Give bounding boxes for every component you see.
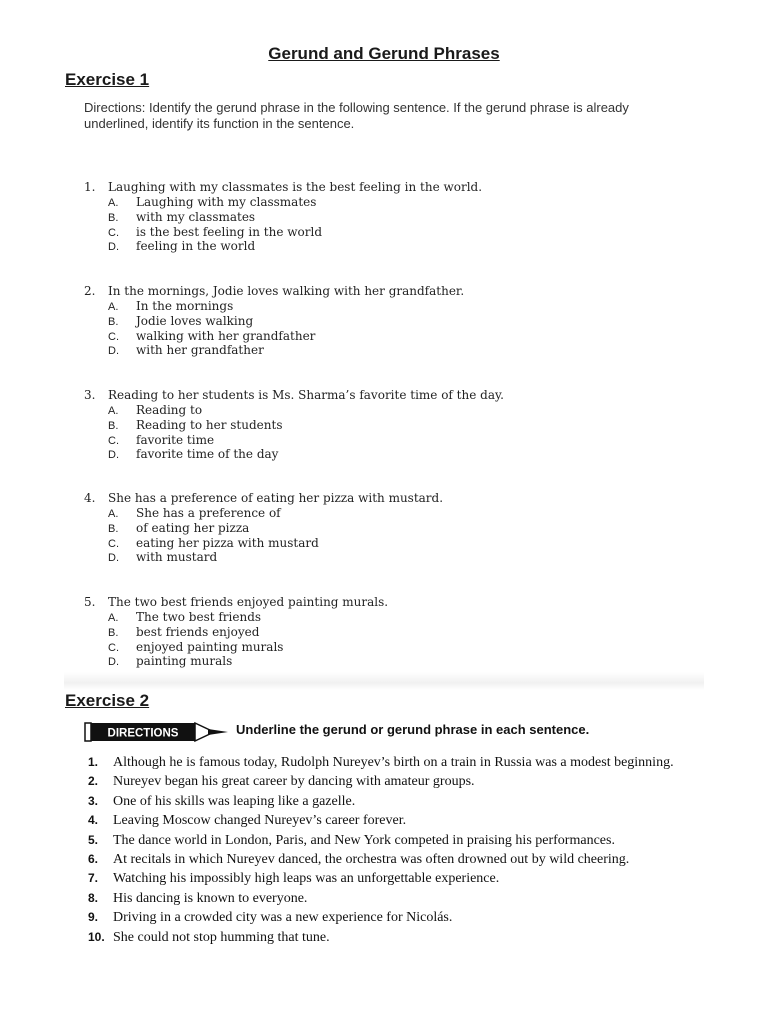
question-1 (84, 180, 482, 254)
option-c: C. eating her pizza with mustard (108, 535, 319, 550)
option-b: B. of eating her pizza (108, 520, 250, 535)
question-2 (84, 284, 464, 358)
question-number: 4. (84, 491, 96, 505)
question-number: 3. (84, 388, 96, 402)
option-b: B. with my classmates (108, 209, 256, 224)
sentence-item: 5. The dance world in London, Paris, and New York competed in praising his performances. (88, 832, 615, 848)
exercise1-directions: Directions: Identify the gerund phrase in the following sentence. If the gerund phrase is already underlined, identify its function in the sentence. (84, 100, 629, 131)
option-d: D. with mustard (108, 550, 218, 565)
question-text: The two best friends enjoyed painting murals. (108, 595, 389, 609)
directions-badge (84, 721, 228, 743)
question-4 (84, 491, 443, 565)
question-5 (84, 595, 388, 669)
question-number: 2. (84, 284, 96, 298)
sentence-item: 3. One of his skills was leaping like a gazelle. (88, 793, 356, 809)
question-number: 5. (84, 595, 96, 609)
option-d: D. feeling in the world (108, 239, 256, 254)
option-d: D. with her grandfather (108, 343, 264, 358)
option-d: D. painting murals (108, 654, 233, 669)
option-a: A. She has a preference of (108, 506, 281, 520)
exercise2-sentence-list (88, 753, 728, 947)
option-b: B. Reading to her students (108, 417, 283, 432)
sentence-item: 6. At recitals in which Nureyev danced, the orchestra was often drowned out by wild cheering. (88, 852, 630, 868)
question-text: Laughing with my classmates is the best feeling in the world. (108, 180, 483, 194)
option-c: C. walking with her grandfather (108, 328, 316, 343)
option-b: B. Jodie loves walking (108, 313, 254, 328)
option-a: A. Laughing with my classmates (108, 195, 317, 209)
question-text: In the mornings, Jodie loves walking with her grandfather. (108, 284, 465, 298)
exercise2-instruction: Underline the gerund or gerund phrase in each sentence. (236, 722, 590, 737)
option-c: C. favorite time (108, 432, 215, 447)
exercise2-heading: Exercise 2 (65, 691, 150, 710)
question-text: Reading to her students is Ms. Sharma’s favorite time of the day. (108, 388, 504, 402)
sentence-item: 8. His dancing is known to everyone. (88, 890, 308, 906)
question-3 (84, 388, 504, 462)
exercise1-heading: Exercise 1 (65, 70, 150, 89)
question-number: 1. (84, 180, 96, 194)
sentence-item: 10. She could not stop humming that tune. (88, 929, 330, 945)
directions-badge-label: DIRECTIONS (107, 727, 179, 740)
question-text: She has a preference of eating her pizza with mustard. (108, 491, 444, 505)
sentence-item: 2. Nureyev began his great career by dancing with amateur groups. (88, 774, 475, 790)
option-a: A. The two best friends (108, 610, 262, 624)
option-c: C. is the best feeling in the world (108, 224, 322, 239)
sentence-item: 9. Driving in a crowded city was a new experience for Nicolás. (88, 910, 453, 926)
option-c: C. enjoyed painting murals (108, 639, 284, 654)
sentence-item: 1. Although he is famous today, Rudolph Nureyev’s birth on a train in Russia was a modest beginning. (88, 755, 674, 770)
scan-shadow-band (64, 672, 704, 690)
page-title: Gerund and Gerund Phrases (268, 44, 500, 63)
sentence-item: 7. Watching his impossibly high leaps was an unforgettable experience. (88, 871, 500, 887)
option-a: A. Reading to (108, 403, 203, 417)
option-d: D. favorite time of the day (108, 447, 279, 462)
option-b: B. best friends enjoyed (108, 624, 260, 639)
sentence-item: 4. Leaving Moscow changed Nureyev’s career forever. (88, 813, 407, 829)
option-a: A. In the mornings (108, 299, 234, 313)
